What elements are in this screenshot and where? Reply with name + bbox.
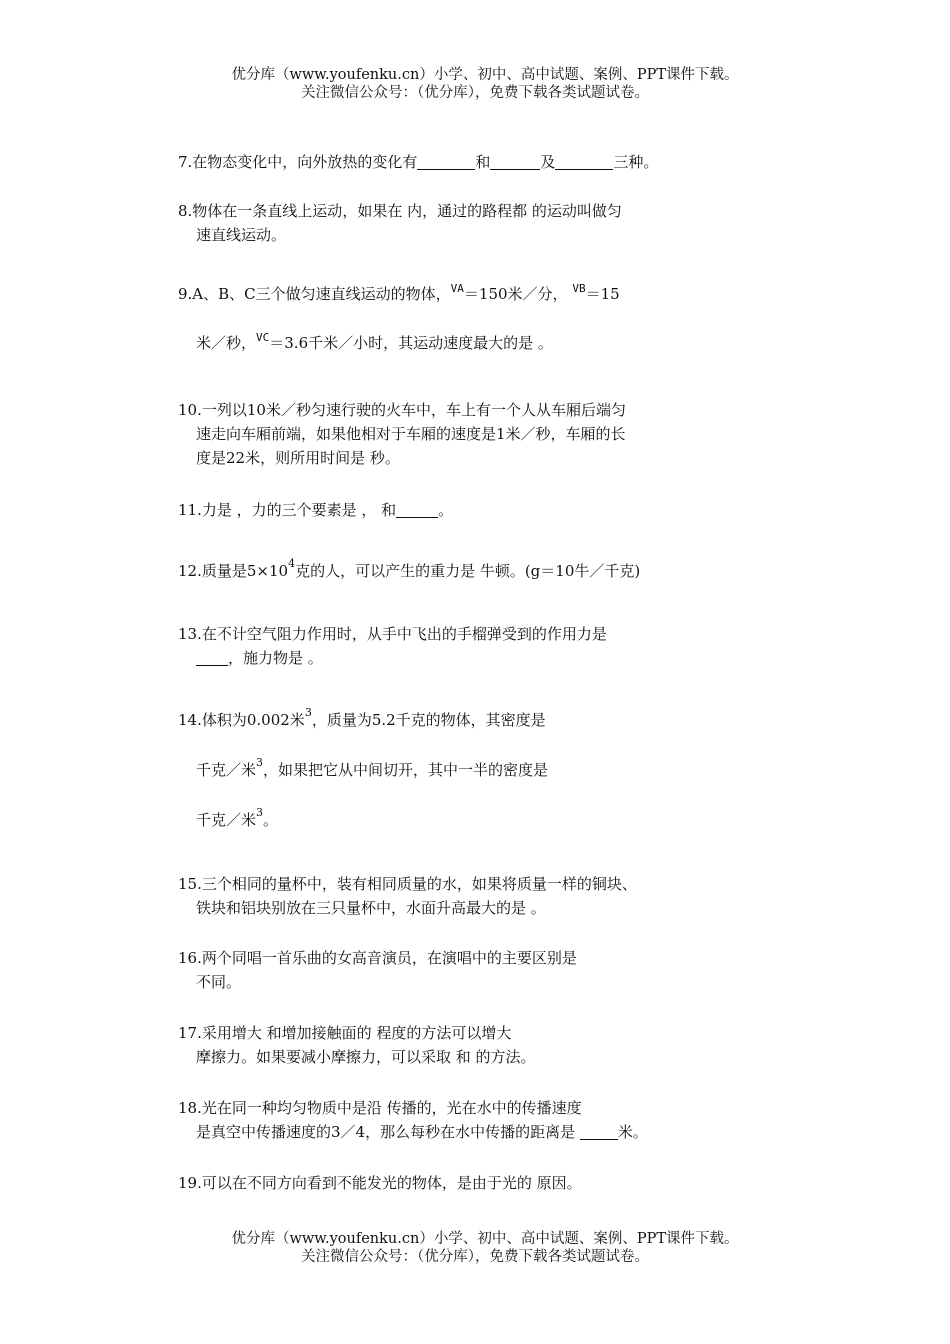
question-14-line-1	[178, 704, 738, 732]
q7-blank-2	[490, 153, 540, 170]
q14-text-a: 14.体积为0.002米	[178, 711, 305, 729]
question-12	[178, 555, 738, 583]
q7-blank-3	[555, 153, 613, 170]
q14-exponent-2: 3	[256, 756, 264, 769]
q9-text-d: 米／秒，	[196, 334, 257, 352]
q14-text-f: 。	[263, 811, 279, 829]
q15-line-1: 15.三个相同的量杯中，装有相同质量的水，如果将质量一样的铜块、	[178, 875, 637, 893]
q14-exponent-1: 3	[304, 706, 312, 719]
q16-line-2: 不同。	[196, 973, 242, 991]
q14-text-d: ，如果把它从中间切开，其中一半的密度是	[263, 761, 549, 779]
q8-line-2: 速直线运动。	[196, 226, 287, 244]
q19-line-1: 19.可以在不同方向看到不能发光的物体，是由于光的 原因。	[178, 1174, 582, 1192]
question-17	[178, 1021, 738, 1069]
q11-blank	[396, 501, 438, 518]
q13-line-1: 13.在不计空气阻力作用时，从手中飞出的手榴弹受到的作用力是	[178, 625, 607, 643]
q16-line-1: 16.两个同唱一首乐曲的女高音演员，在演唱中的主要区别是	[178, 949, 577, 967]
q12-exponent: 4	[288, 557, 296, 570]
q9-text-b: ＝150米／分，	[463, 285, 568, 303]
footer-line-1: 优分库（www.youfenku.cn）小学、初中、高中试题、案例、PPT课件下载。	[231, 1231, 739, 1247]
question-7	[178, 150, 738, 174]
q10-line-1: 10.一列以10米／秒匀速行驶的火车中，车上有一个人从车厢后端匀	[178, 401, 626, 419]
q18-blank	[580, 1123, 618, 1140]
question-8	[178, 199, 738, 247]
q7-text-a: 7.在物态变化中，向外放热的变化有	[178, 153, 418, 171]
question-10	[178, 398, 738, 470]
q7-text-d: 三种。	[613, 153, 659, 171]
q9-text-c: ＝15	[585, 285, 620, 303]
q8-line-1: 8.物体在一条直线上运动，如果在 内，通过的路程都 的运动叫做匀	[178, 202, 622, 220]
q11-text-b: 。	[438, 501, 454, 519]
question-9-line-1	[178, 282, 738, 308]
q14-exponent-3: 3	[256, 806, 264, 819]
va-symbol: VA	[450, 282, 464, 295]
q14-text-b: ，质量为5.2千克的物体，其密度是	[311, 711, 546, 729]
q18-line-1: 18.光在同一种均匀物质中是沿 传播的，光在水中的传播速度	[178, 1099, 582, 1117]
question-15	[178, 872, 738, 920]
q15-line-2: 铁块和铝块别放在三只量杯中，水面升高最大的是 。	[196, 899, 546, 917]
q14-text-e: 千克／米	[196, 811, 257, 829]
vc-symbol: VC	[256, 331, 270, 344]
q11-text-a: 11.力是 ，力的三个要素是 ， 和	[178, 501, 397, 519]
q7-text-b: 和	[475, 153, 491, 171]
page-header	[0, 66, 950, 102]
question-14-line-2	[178, 754, 738, 782]
footer-line-2: 关注微信公众号：（优分库），免费下载各类试题试卷。	[301, 1249, 649, 1265]
q13-blank	[196, 649, 228, 666]
q12-text-a: 12.质量是5×10	[178, 562, 289, 580]
question-9-line-2	[178, 331, 738, 357]
question-13	[178, 622, 738, 670]
q17-line-1: 17.采用增大 和增加接触面的 程度的方法可以增大	[178, 1024, 512, 1042]
q14-text-c: 千克／米	[196, 761, 257, 779]
q7-blank-1	[417, 153, 475, 170]
q12-text-b: 克的人，可以产生的重力是 牛顿。(g＝10牛／千克)	[295, 562, 641, 580]
header-line-2: 关注微信公众号：（优分库），免费下载各类试题试卷。	[301, 85, 649, 101]
q10-line-2: 速走向车厢前端，如果他相对于车厢的速度是1米／秒，车厢的长	[196, 425, 626, 443]
header-line-1: 优分库（www.youfenku.cn）小学、初中、高中试题、案例、PPT课件下载。	[231, 67, 739, 83]
q18-line-2a: 是真空中传播速度的3／4，那么每秒在水中传播的距离是	[196, 1123, 576, 1141]
q13-line-2: ，施力物是 。	[228, 649, 323, 667]
question-16	[178, 946, 738, 994]
question-18	[178, 1096, 738, 1144]
q18-line-2b: 米。	[617, 1123, 648, 1141]
q9-text-a: 9.A、B、C三个做匀速直线运动的物体，	[178, 285, 451, 303]
question-11	[178, 498, 738, 522]
q17-line-2: 摩擦力。如果要减小摩擦力，可以采取 和 的方法。	[196, 1048, 536, 1066]
vb-symbol: VB	[572, 282, 586, 295]
q7-text-c: 及	[540, 153, 556, 171]
q10-line-3: 度是22米，则所用时间是 秒。	[196, 449, 400, 467]
question-14-line-3	[178, 804, 738, 832]
page-footer	[0, 1230, 950, 1266]
q9-text-e: ＝3.6千米／小时，其运动速度最大的是 。	[269, 334, 553, 352]
question-19	[178, 1171, 738, 1195]
